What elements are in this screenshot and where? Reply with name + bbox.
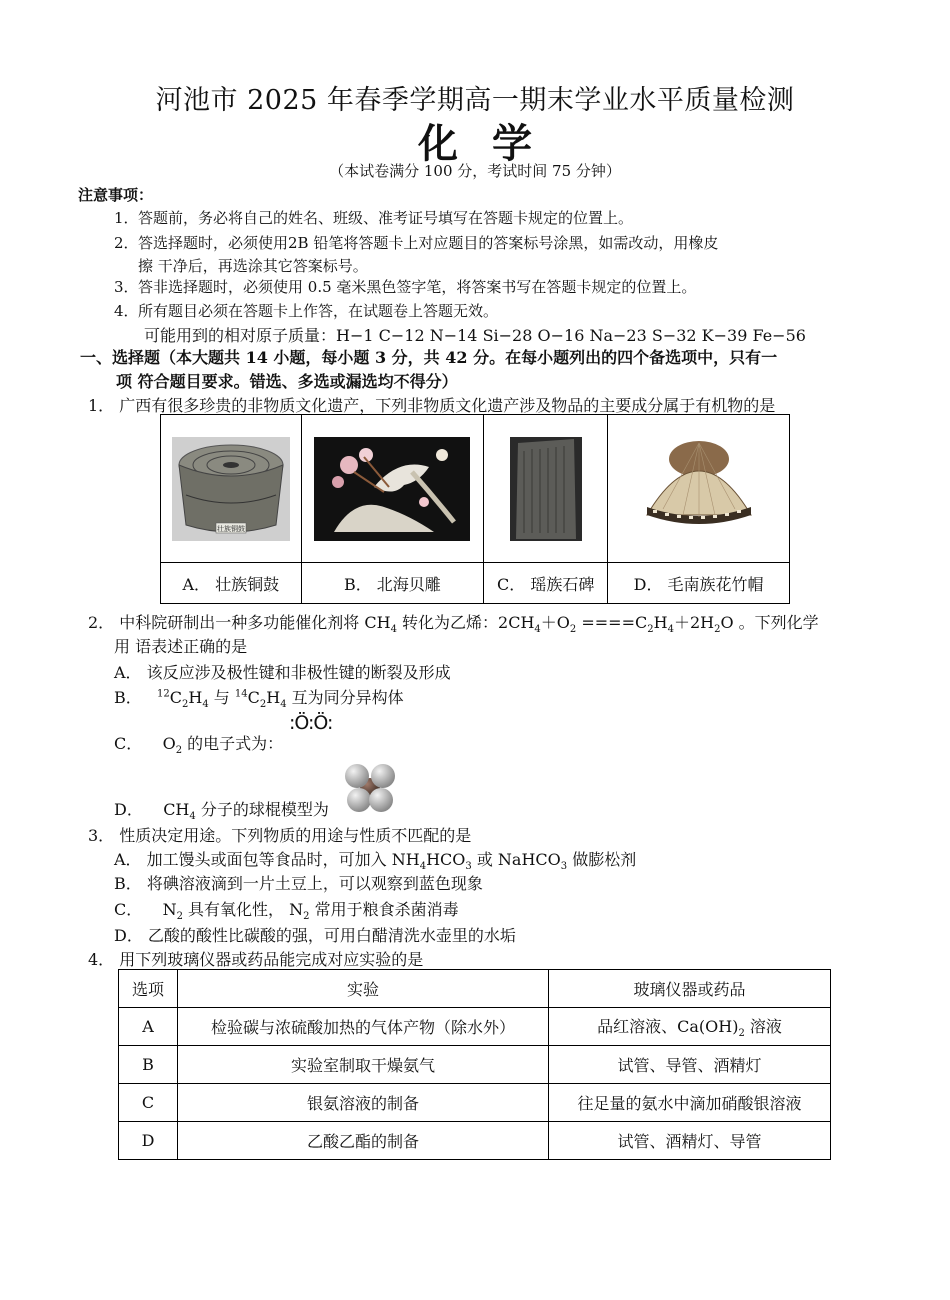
q2-option-c: C． $O_2$ 的电子式为： <box>114 734 284 757</box>
drum-label-text: 壮族铜鼓 <box>216 524 245 533</box>
q4-cell-option: A <box>119 1008 178 1046</box>
q4-cell-tools: 往足量的氨水中滴加硝酸银溶液 <box>549 1084 831 1122</box>
q2-stem: 2． 中科院研制出一种多功能催化剂将 $CH_4$ 转化为乙烯：$2CH_4+O_2 ====C_2H_4+2H_2O$ 。下列化学 <box>88 613 819 636</box>
stone-tablet-image <box>510 437 582 541</box>
table-row <box>119 1008 831 1046</box>
q1-option-b: B． 北海贝雕 <box>301 563 484 604</box>
notice-item-continued: 擦 干净后，再选涂其它答案标号。 <box>138 257 368 275</box>
bamboo-hat-image <box>643 437 755 541</box>
q4-cell-option: C <box>119 1084 178 1122</box>
q4-cell-experiment: 乙酸乙酯的制备 <box>178 1122 549 1160</box>
bronze-drum-image <box>172 437 290 541</box>
table-row <box>119 1046 831 1084</box>
q2-option-b: B． $^{12}C_2H_4$ 与 $^{14}C_2H_4$ 互为同分异构体 <box>114 688 404 711</box>
shell-carving-image <box>314 437 470 541</box>
section-heading-line2: 项 符合题目要求。错选、多选或漏选均不得分） <box>116 372 458 391</box>
q1-stem: 1． 广西有很多珍贵的非物质文化遗产，下列非物质文化遗产涉及物品的主要成分属于有机物的是 <box>88 396 776 415</box>
notice-item: 3．答非选择题时，必须使用 0.5 毫米黑色签字笔，将答案书写在答题卡规定的位置上。 <box>114 278 697 296</box>
q4-cell-tools: 试管、酒精灯、导管 <box>549 1122 831 1160</box>
q2-stem-line2: 用 语表述正确的是 <box>114 637 248 656</box>
section-heading-line1: 一、选择题（本大题共 14 小题，每小题 3 分，共 42 分。在每小题列出的四个备选项中，只有一 <box>80 348 778 367</box>
q2-option-a: A． 该反应涉及极性键和非极性键的断裂及形成 <box>114 663 451 682</box>
o2-electron-formula: :Ö:Ö: <box>289 712 333 734</box>
q3-option-d: D． 乙酸的酸性比碳酸的强，可用白醋清洗水壶里的水垢 <box>114 926 516 945</box>
exam-title: 河池市 2025 年春季学期高一期末学业水平质量检测 <box>155 85 795 116</box>
q3-stem: 3． 性质决定用途。下列物质的用途与性质不匹配的是 <box>88 826 472 845</box>
q4-cell-experiment: 银氨溶液的制备 <box>178 1084 549 1122</box>
q1-option-d: D． 毛南族花竹帽 <box>608 563 790 604</box>
section-heading <box>80 346 777 394</box>
q1-image-cell-a <box>161 415 302 563</box>
q4-cell-tools: 试管、导管、酒精灯 <box>549 1046 831 1084</box>
q3-option-a: A． 加工馒头或面包等食品时，可加入 $NH_4HCO_3$ 或 NaHCO$_3$ 做膨松剂 <box>114 850 637 873</box>
q4-header-experiment: 实验 <box>178 970 549 1008</box>
subject-title: 化学 <box>418 120 566 167</box>
q3-option-c: C． $N_2$ 具有氧化性， $N_2$ 常用于粮食杀菌消毒 <box>114 900 459 923</box>
q1-image-cell-c <box>484 415 608 563</box>
paper-info: （本试卷满分 100 分，考试时间 75 分钟） <box>329 162 621 180</box>
q1-option-c: C． 瑶族石碑 <box>484 563 608 604</box>
q1-image-table <box>160 414 790 604</box>
q1-image-cell-b <box>301 415 484 563</box>
notice-item: 2．答选择题时，必须使用2B 铅笔将答题卡上对应题目的答案标号涂黑，如需改动，用橡皮 <box>114 234 719 252</box>
ch4-ball-stick-model <box>340 762 400 814</box>
q4-stem: 4． 用下列玻璃仪器或药品能完成对应实验的是 <box>88 950 424 969</box>
table-row <box>119 1084 831 1122</box>
q4-table <box>118 969 831 1160</box>
q1-image-cell-d <box>608 415 790 563</box>
notice-item: 4．所有题目必须在答题卡上作答，在试题卷上答题无效。 <box>114 302 499 320</box>
q4-header-option: 选项 <box>119 970 178 1008</box>
q4-cell-experiment: 检验碳与浓硫酸加热的气体产物（除水外） <box>178 1008 549 1046</box>
notice-heading: 注意事项： <box>78 186 154 204</box>
q4-cell-option: D <box>119 1122 178 1160</box>
q4-cell-tools: 品红溶液、$Ca(OH)_2$ 溶液 <box>549 1008 831 1046</box>
q4-cell-experiment: 实验室制取干燥氨气 <box>178 1046 549 1084</box>
atomic-mass-line: 可能用到的相对原子质量：H−1 C−12 N−14 Si−28 O−16 Na−23 S−32 K−39 Fe−56 <box>144 326 806 345</box>
q4-header-tools: 玻璃仪器或药品 <box>549 970 831 1008</box>
notice-item: 1．答题前，务必将自己的姓名、班级、准考证号填写在答题卡规定的位置上。 <box>114 209 634 227</box>
q4-header-row <box>119 970 831 1008</box>
q1-option-a: A． 壮族铜鼓 <box>161 563 302 604</box>
table-row <box>119 1122 831 1160</box>
q4-cell-option: B <box>119 1046 178 1084</box>
q3-option-b: B． 将碘溶液滴到一片土豆上，可以观察到蓝色现象 <box>114 874 483 893</box>
q2-option-d: D． $CH_4$ 分子的球棍模型为 <box>114 800 329 823</box>
